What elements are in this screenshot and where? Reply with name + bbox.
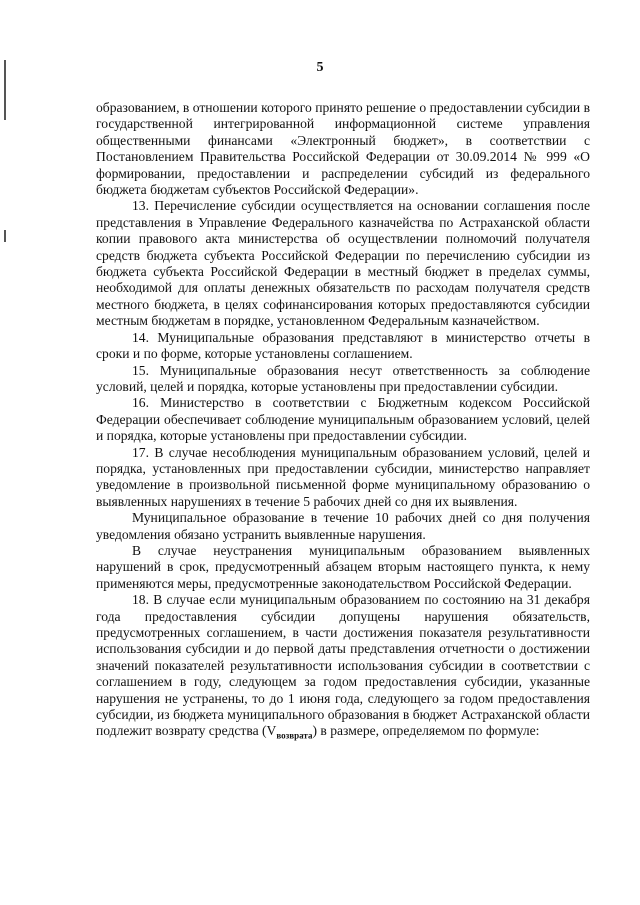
scan-margin-mark — [4, 230, 6, 242]
paragraph-continuation: образованием, в отношении которого принято решение о предоставлении субсидии в государственной интегрированной информационной системе управления общественными финансами «Электронный бюджет», в соответствии с Постановлением Правительства Российской Федерации от 30.09.2014 № 999 «О формировании, предоставлении и распределении субсидий из федерального бюджета бюджетам субъектов Российской Федерации». — [96, 100, 590, 198]
page-number: 5 — [316, 60, 324, 75]
paragraph-14: 14. Муниципальные образования представляют в министерство отчеты в сроки и по форме, которые установлены соглашением. — [96, 329, 590, 362]
document-body — [96, 100, 590, 740]
paragraph-18-ending: ) в размере, определяемом по формуле: — [312, 723, 540, 739]
paragraph-15: 15. Муниципальные образования несут ответственность за соблюдение условий, целей и порядка, которые установлены при предоставлении субсидии. — [96, 362, 590, 394]
paragraph-18-text: 18. В случае если муниципальным образованием по состоянию на 31 декабря года предоставления субсидии допущены нарушения обязательств, предусмотренных соглашением, в части достижения показателя результативности использования субсидии и до первой даты представления отчетности о достижении значений показателей результативности использования субсидии в соответствии с соглашением в году, следующем за годом предоставления субсидии, указанные нарушения не устранены, то до 1 июня года, следующего за годом предоставления субсидии, из бюджета муниципального образования в бюджет Астраханской области подлежит возврату средства (V — [96, 592, 590, 739]
paragraph-17-part-2: Муниципальное образование в течение 10 рабочих дней со дня получения уведомления обязано устранить выявленные нарушения. — [96, 510, 590, 542]
paragraph-18 — [96, 592, 590, 740]
paragraph-17-part-3: В случае неустранения муниципальным образованием выявленных нарушений в срок, предусмотренный абзацем вторым настоящего пункта, к нему применяются меры, предусмотренные законодательством Российской Федерации. — [96, 542, 590, 591]
paragraph-13: 13. Перечисление субсидии осуществляется на основании соглашения после представления в Управление Федерального казначейства по Астраханской области копии правового акта министерства об осуществлении полномочий получателя средств бюджета субъекта Российской Федерации по перечислению субсидии из бюджета субъекта Российской Федерации в местный бюджет в пределах суммы, необходимой для оплаты денежных обязательств по расходам получателя средств местного бюджета, в целях софинансирования которых предоставляются субсидии местным бюджетам в порядке, установленном Федеральным казначейством. — [96, 198, 590, 329]
paragraph-16: 16. Министерство в соответствии с Бюджетным кодексом Российской Федерации обеспечивает соблюдение муниципальным образованием условий, целей и порядка, которые установлены при предоставлении субсидии. — [96, 395, 590, 444]
formula-subscript: возврата — [276, 731, 313, 742]
paragraph-17: 17. В случае несоблюдения муниципальным образованием условий, целей и порядка, установленных при предоставлении субсидии, министерство направляет уведомление в произвольной письменной форме муниципальному образованию о выявленных нарушениях в течение 5 рабочих дней со дня их выявления. — [96, 444, 590, 509]
